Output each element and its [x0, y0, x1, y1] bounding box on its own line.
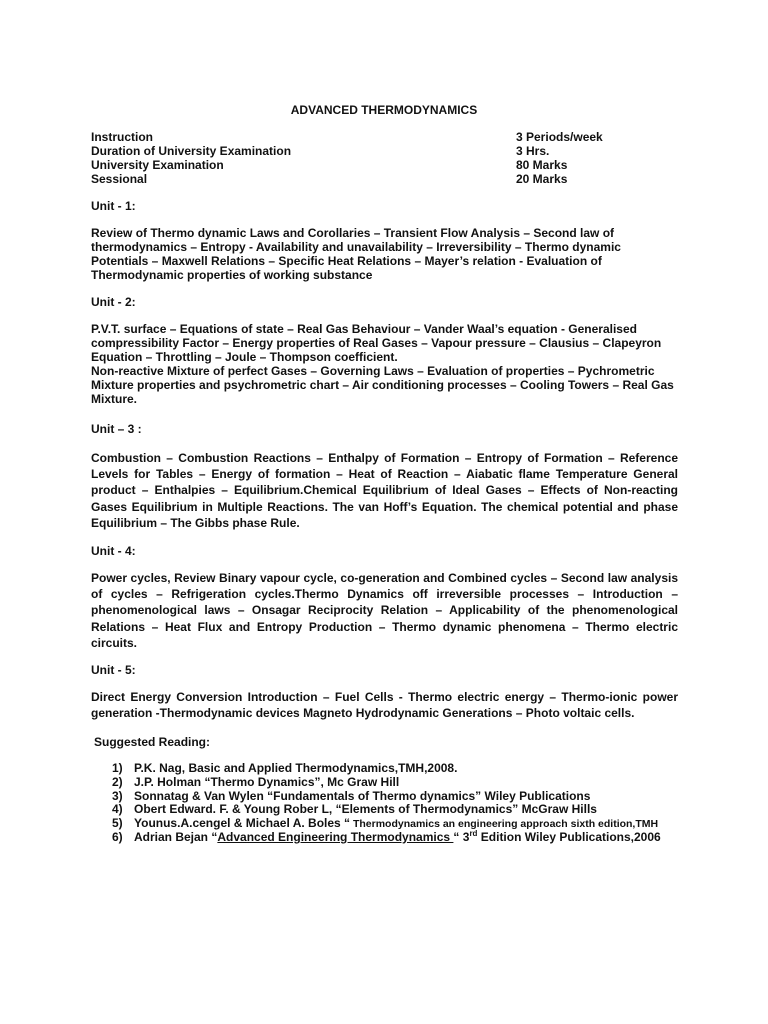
unit-2-paragraph: P.V.T. surface – Equations of state – Real Gas Behaviour – Vander Waal’s equation - Generalised compressibility Factor – Energy properties of Real Gases – Vapour pressure – Clausius – Clapeyron Equation – Throttling – Joule – Thompson coefficient. — [91, 322, 662, 364]
info-row — [91, 130, 691, 144]
unit-2-paragraph: Non-reactive Mixture of perfect Gases – Governing Laws – Evaluation of properties – Pychrometric Mixture properties and psychrometric chart – Air conditioning processes – Cooling Towers – Real Gas Mixture. — [91, 364, 674, 406]
reading-number: 6) — [112, 829, 123, 844]
unit-2-body — [91, 322, 678, 406]
reading-number: 5) — [112, 816, 123, 831]
reading-item — [112, 789, 712, 803]
info-label: Sessional — [91, 172, 148, 186]
reading-number: 3) — [112, 788, 123, 803]
unit-3-body — [91, 450, 678, 531]
reading-number: 2) — [112, 774, 123, 789]
reading-text-small: Thermodynamics an engineering approach sixth edition,TMH — [350, 818, 659, 831]
info-value: 20 Marks — [516, 172, 568, 186]
info-row — [91, 144, 691, 158]
info-label: University Examination — [91, 158, 224, 172]
reading-number: 4) — [112, 802, 123, 817]
reading-text-wrap — [134, 816, 658, 831]
reading-text: Obert Edward. F. & Young Rober L, “Elements of Thermodynamics” McGraw Hills — [134, 802, 597, 817]
unit-1-body — [91, 226, 678, 282]
unit-1-heading: Unit - 1: — [91, 199, 136, 213]
reading-item — [112, 816, 712, 830]
reading-text: Sonnatag & Van Wylen “Fundamentals of Thermo dynamics” Wiley Publications — [134, 788, 591, 803]
reading-text: Adrian Bejan “ — [134, 829, 218, 844]
unit-2-heading: Unit - 2: — [91, 295, 136, 309]
reading-item — [112, 830, 712, 844]
course-info — [91, 130, 691, 186]
reading-number: 1) — [112, 761, 123, 775]
unit-5-body — [91, 689, 678, 721]
unit-5-paragraph: Direct Energy Conversion Introduction – Fuel Cells - Thermo electric energy – Thermo-ionic power generation -Thermodynamic devices Magneto Hydrodynamic Generations – Photo voltaic cells. — [91, 690, 678, 721]
reading-superscript: rd — [469, 828, 478, 838]
unit-1-paragraph: Review of Thermo dynamic Laws and Corollaries – Transient Flow Analysis – Second law of thermodynamics – Entropy - Availability and unavailability – Irreversibility – Thermo dynamic Potentials – Maxwell Relations – Specific Heat Relations – Mayer’s relation - Evaluation of Thermodynamic properties of working substance — [91, 226, 621, 282]
reading-book-title: Advanced Engineering Thermodynamics — [217, 829, 454, 844]
reading-item — [112, 775, 712, 789]
info-value: 3 Periods/week — [516, 130, 603, 144]
unit-4-paragraph: Power cycles, Review Binary vapour cycle, co-generation and Combined cycles – Second law analysis of cycles – Refrigeration cycles.Thermo Dynamics off irreversible processes – Introduction – phenomenological laws – Onsagar Reciprocity Relation – Applicability of the phenomenological Relations – Heat Flux and Entropy Production – Thermo dynamic phenomena – Thermo electric circuits. — [91, 571, 678, 650]
unit-4-body — [91, 570, 678, 651]
reading-text: J.P. Holman “Thermo Dynamics”, Mc Graw Hill — [134, 774, 400, 789]
page-title: ADVANCED THERMODYNAMICS — [290, 103, 478, 117]
info-value: 3 Hrs. — [516, 144, 550, 158]
reading-text: Younus.A.cengel & Michael A. Boles “ — [134, 816, 351, 831]
reading-tail: Edition Wiley Publications,2006 — [477, 829, 661, 844]
unit-3-heading: Unit – 3 : — [91, 422, 142, 436]
reading-text-wrap — [134, 830, 661, 844]
info-value: 80 Marks — [516, 158, 568, 172]
unit-4-heading: Unit - 4: — [91, 544, 136, 558]
info-label: Duration of University Examination — [91, 144, 292, 158]
reading-quote-edition: “ 3 — [453, 829, 470, 844]
unit-3-paragraph: Combustion – Combustion Reactions – Enthalpy of Formation – Entropy of Formation – Reference Levels for Tables – Energy of formation – Heat of Reaction – Aiabatic flame Temperature General product – Enthalpies – Equilibrium.Chemical Equilibrium of Ideal Gases – Effects of Non-reacting Gases Equilibrium in Multiple Reactions. The van Hoff’s Equation. The chemical potential and phase Equilibrium – The Gibbs phase Rule. — [91, 451, 678, 530]
reading-item — [112, 761, 712, 775]
reading-item — [112, 802, 712, 816]
reading-text: P.K. Nag, Basic and Applied Thermodynamics,TMH,2008. — [134, 761, 458, 775]
suggested-reading-heading: Suggested Reading: — [94, 735, 211, 749]
unit-5-heading: Unit - 5: — [91, 663, 136, 677]
suggested-reading-list — [112, 761, 712, 844]
info-row — [91, 158, 691, 172]
info-label: Instruction — [91, 130, 153, 144]
info-row — [91, 172, 691, 186]
